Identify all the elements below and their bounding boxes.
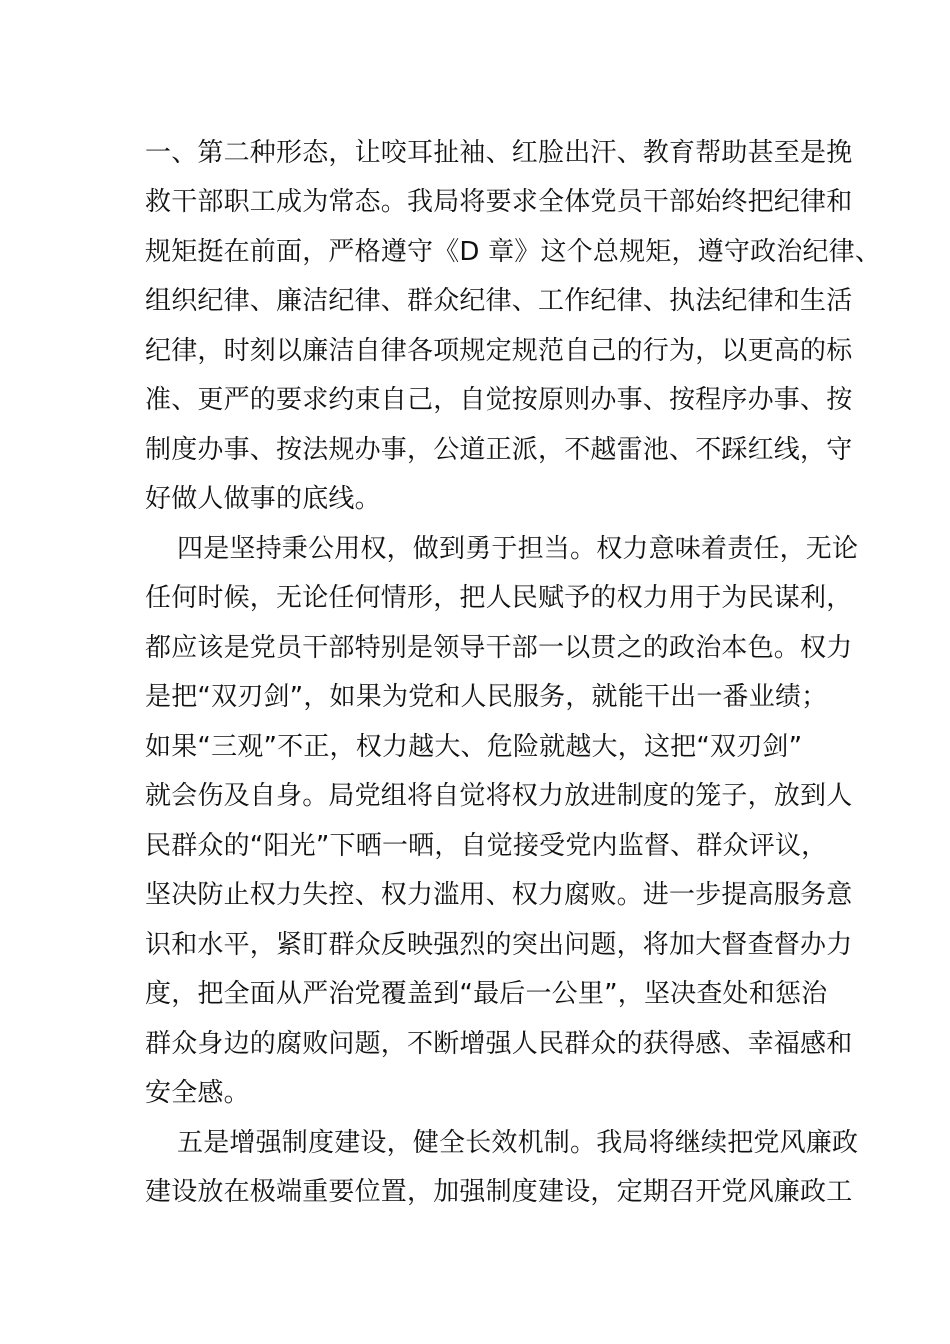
text-line: 民群众的“阳光”下晒一晒，自觉接受党内监督、群众评议，	[145, 831, 828, 861]
text-line: 是把“双刃剑”，如果为党和人民服务，就能干出一番业绩；	[145, 682, 828, 712]
text-line: 建设放在极端重要位置，加强制度建设，定期召开党风廉政工	[145, 1177, 853, 1207]
text-line: 度，把全面从严治党覆盖到“最后一公里”，坚决查处和惩治	[145, 979, 828, 1009]
text-line: 安全感。	[145, 1078, 250, 1108]
text-line: 组织纪律、廉洁纪律、群众纪律、工作纪律、执法纪律和生活	[145, 286, 853, 316]
paragraph-start-line: 四是坚持秉公用权，做到勇于担当。权力意味着责任，无论	[177, 534, 859, 564]
text-line: 就会伤及自身。局党组将自觉将权力放进制度的笼子，放到人	[145, 781, 853, 811]
text-line: 制度办事、按法规办事，公道正派，不越雷池、不踩红线，守	[145, 435, 853, 465]
text-line: 都应该是党员干部特别是领导干部一以贯之的政治本色。权力	[145, 633, 853, 663]
text-line: 任何时候，无论任何情形，把人民赋予的权力用于为民谋利，	[145, 583, 853, 613]
text-line: 救干部职工成为常态。我局将要求全体党员干部始终把纪律和	[145, 187, 853, 217]
text-line: 识和水平，紧盯群众反映强烈的突出问题，将加大督查督办力	[145, 930, 853, 960]
text-line: 纪律，时刻以廉洁自律各项规定规范自己的行为，以更高的标	[145, 336, 853, 366]
text-line: 一、第二种形态，让咬耳扯袖、红脸出汗、教育帮助甚至是挽	[145, 138, 853, 168]
text-line: 如果“三观”不正，权力越大、危险就越大，这把“双刃剑”	[145, 732, 803, 762]
text-line: 规矩挺在前面，严格遵守《D 章》这个总规矩，遵守政治纪律、	[145, 237, 882, 267]
text-line: 坚决防止权力失控、权力滥用、权力腐败。进一步提高服务意	[145, 880, 853, 910]
text-line: 准、更严的要求约束自己，自觉按原则办事、按程序办事、按	[145, 385, 853, 415]
paragraph-start-line: 五是增强制度建设，健全长效机制。我局将继续把党风廉政	[177, 1128, 859, 1158]
text-line: 群众身边的腐败问题，不断增强人民群众的获得感、幸福感和	[145, 1029, 853, 1059]
text-line: 好做人做事的底线。	[145, 484, 381, 514]
